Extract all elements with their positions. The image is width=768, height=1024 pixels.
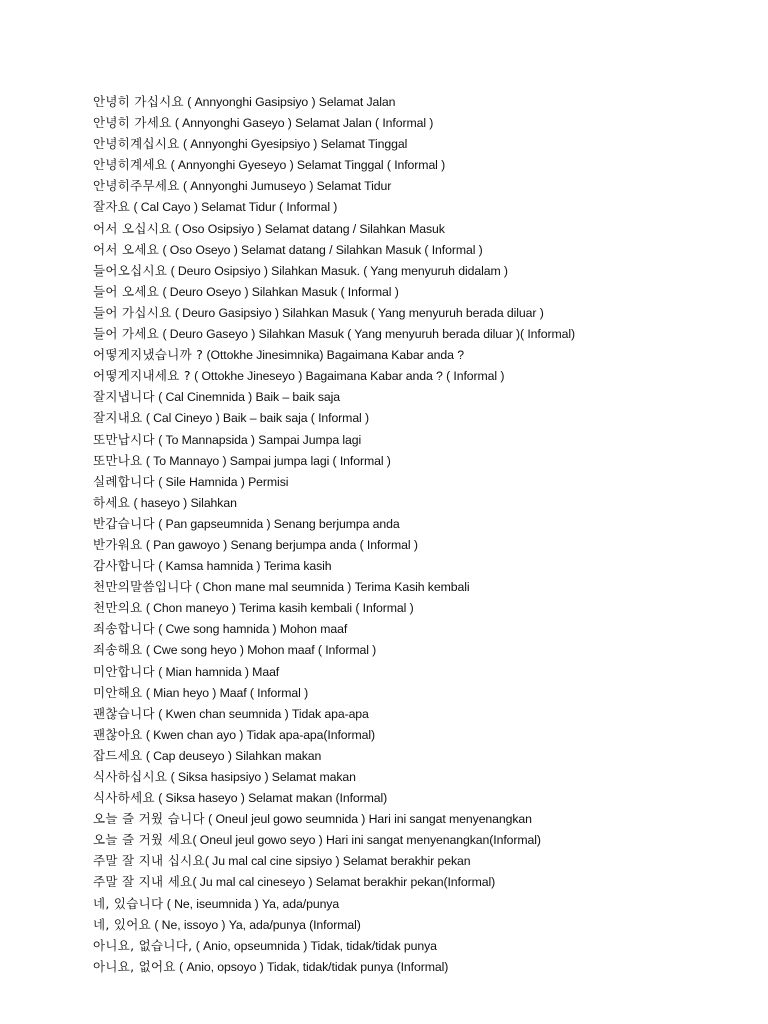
phrase-line: [93, 365, 753, 386]
romanization-and-meaning: ( Chon maneyo ) Terima kasih kembali ( Informal ): [142, 601, 414, 616]
korean-phrase: 어서 오십시요: [93, 220, 172, 236]
romanization-and-meaning: (Ottokhe Jinesimnika) Bagaimana Kabar anda ?: [203, 348, 464, 363]
korean-phrase: 실례합니다: [93, 473, 155, 489]
phrase-line: [93, 893, 753, 914]
phrase-line: [93, 808, 753, 829]
phrase-line: [93, 471, 753, 492]
phrase-line: [93, 281, 753, 302]
phrase-line: [93, 703, 753, 724]
korean-phrase: 죄송합니다: [93, 621, 155, 637]
phrase-line: [93, 829, 753, 850]
phrase-line: [93, 450, 753, 471]
korean-phrase: 안녕히계십시요: [93, 136, 180, 152]
romanization-and-meaning: ( Chon mane mal seumnida ) Terima Kasih kembali: [192, 580, 470, 595]
phrase-line: [93, 218, 753, 239]
romanization-and-meaning: ( Oso Oseyo ) Selamat datang / Silahkan Masuk ( Informal ): [159, 242, 483, 257]
romanization-and-meaning: ( Siksa hasipsiyo ) Selamat makan: [167, 770, 356, 784]
romanization-and-meaning: ( Pan gawoyo ) Senang berjumpa anda ( Informal ): [142, 537, 418, 552]
romanization-and-meaning: ( Cal Cinemnida ) Baik – baik saja: [154, 390, 341, 405]
korean-phrase: 천만의요: [93, 600, 143, 616]
romanization-and-meaning: ( Cal Cayo ) Selamat Tidur ( Informal ): [130, 200, 338, 215]
korean-phrase: 식사하세요: [93, 790, 155, 806]
romanization-and-meaning: ( Ju mal cal cineseyo ) Selamat berakhir pekan(Informal): [192, 875, 496, 890]
romanization-and-meaning: ( Pan gapseumnida ) Senang berjumpa anda: [154, 516, 400, 531]
phrase-line: [93, 639, 753, 660]
korean-phrase: 안녕히 가십시요: [93, 94, 184, 109]
phrase-line: [93, 724, 753, 745]
romanization-and-meaning: ( Ne, iseumnida ) Ya, ada/punya: [163, 896, 340, 911]
phrase-line: [93, 386, 753, 407]
korean-phrase: 반가워요: [93, 536, 143, 552]
romanization-and-meaning: ( Deuro Gasipsiyo ) Silahkan Masuk ( Yang menyuruh berada diluar ): [171, 305, 544, 320]
phrase-line: [93, 239, 753, 260]
korean-phrase: 안녕히주무세요: [93, 178, 180, 194]
korean-phrase: 하세요: [93, 494, 131, 510]
phrase-line: [93, 597, 753, 618]
romanization-and-meaning: ( Annyonghi Gyeseyo ) Selamat Tinggal ( Informal ): [167, 158, 446, 173]
phrase-line: [93, 871, 753, 892]
phrase-line: [93, 112, 753, 133]
romanization-and-meaning: ( Annyonghi Gaseyo ) Selamat Jalan ( Informal ): [171, 116, 434, 131]
romanization-and-meaning: ( Oneul jeul gowo seumnida ) Hari ini sangat menyenangkan: [204, 812, 532, 827]
romanization-and-meaning: ( Mian hamnida ) Maaf: [154, 664, 280, 679]
romanization-and-meaning: ( Deuro Oseyo ) Silahkan Masuk ( Informal ): [159, 284, 399, 299]
phrase-list: [93, 91, 753, 977]
romanization-and-meaning: ( To Mannayo ) Sampai jumpa lagi ( Informal ): [142, 453, 391, 468]
phrase-line: [93, 555, 753, 576]
phrase-line: [93, 344, 753, 365]
korean-phrase: 아니요, 없어요: [93, 958, 176, 974]
phrase-line: [93, 956, 753, 977]
phrase-line: [93, 766, 753, 787]
phrase-line: [93, 154, 753, 175]
romanization-and-meaning: ( Sile Hamnida ) Permisi: [154, 474, 289, 489]
korean-phrase: 안녕히계세요: [93, 157, 168, 173]
korean-phrase: 또만나요: [93, 452, 143, 468]
korean-phrase: 미안해요: [93, 684, 143, 700]
korean-phrase: 잘자요: [93, 199, 131, 215]
korean-phrase: 괜찮습니다: [93, 705, 155, 721]
korean-phrase: 천만의말씀입니다: [93, 579, 193, 595]
phrase-line: [93, 682, 753, 703]
korean-phrase: 감사합니다: [93, 558, 155, 574]
phrase-line: [93, 618, 753, 639]
romanization-and-meaning: ( Anio, opsoyo ) Tidak, tidak/tidak punya (Informal): [175, 959, 449, 974]
korean-phrase: 반갑습니다: [93, 515, 155, 531]
phrase-line: [93, 175, 753, 196]
phrase-line: [93, 492, 753, 513]
romanization-and-meaning: ( Cwe song heyo ) Mohon maaf ( Informal ): [142, 643, 377, 658]
romanization-and-meaning: ( Annyonghi Gasipsiyo ) Selamat Jalan: [183, 95, 396, 109]
korean-phrase: 주말 잘 지내 세요: [93, 874, 193, 890]
phrase-line: [93, 260, 753, 281]
romanization-and-meaning: ( Ottokhe Jineseyo ) Bagaimana Kabar anda ? ( Informal ): [190, 369, 505, 384]
phrase-line: [93, 302, 753, 323]
romanization-and-meaning: ( Oso Osipsiyo ) Selamat datang / Silahkan Masuk: [171, 221, 445, 236]
romanization-and-meaning: ( Anio, opseumnida ) Tidak, tidak/tidak punya: [192, 938, 437, 953]
romanization-and-meaning: ( Deuro Gaseyo ) Silahkan Masuk ( Yang menyuruh berada diluar )( Informal): [159, 327, 575, 342]
korean-phrase: 아니요, 없습니다,: [93, 937, 193, 953]
phrase-line: [93, 787, 753, 808]
phrase-line: [93, 133, 753, 154]
phrase-line: [93, 914, 753, 935]
phrase-line: [93, 661, 753, 682]
korean-phrase: 오늘 즐 거웠 세요: [93, 832, 193, 848]
phrase-line: [93, 513, 753, 534]
korean-phrase: 잡드세요: [93, 747, 143, 763]
korean-phrase: 잘지냅니다: [93, 389, 155, 405]
korean-phrase: 또만납시다: [93, 431, 155, 447]
romanization-and-meaning: ( Ne, issoyo ) Ya, ada/punya (Informal): [151, 917, 361, 932]
korean-phrase: 네, 있습니다: [93, 895, 164, 911]
romanization-and-meaning: ( Kwen chan ayo ) Tidak apa-apa(Informal): [142, 727, 376, 742]
romanization-and-meaning: ( Oneul jeul gowo seyo ) Hari ini sangat menyenangkan(Informal): [192, 833, 541, 848]
phrase-line: [93, 576, 753, 597]
romanization-and-meaning: ( Cap deuseyo ) Silahkan makan: [142, 748, 322, 763]
romanization-and-meaning: ( Ju mal cal cine sipsiyo ) Selamat berakhir pekan: [204, 854, 471, 869]
korean-phrase: 잘지내요: [93, 410, 143, 426]
phrase-line: [93, 534, 753, 555]
korean-phrase: 어떻게지냈습니까 ?: [93, 347, 204, 363]
korean-phrase: 죄송해요: [93, 642, 143, 658]
korean-phrase: 어서 오세요: [93, 241, 160, 257]
phrase-line: [93, 745, 753, 766]
korean-phrase: 들어 오세요: [93, 283, 160, 299]
korean-phrase: 오늘 즐 거웠 습니다: [93, 811, 205, 827]
romanization-and-meaning: ( Cwe song hamnida ) Mohon maaf: [154, 622, 348, 637]
romanization-and-meaning: ( Annyonghi Gyesipsiyo ) Selamat Tinggal: [179, 137, 408, 152]
romanization-and-meaning: ( haseyo ) Silahkan: [130, 495, 237, 510]
phrase-line: [93, 429, 753, 450]
romanization-and-meaning: ( Kamsa hamnida ) Terima kasih: [154, 559, 332, 574]
phrase-line: [93, 935, 753, 956]
korean-phrase: 괜찮아요: [93, 726, 143, 742]
romanization-and-meaning: ( Siksa haseyo ) Selamat makan (Informal): [154, 791, 388, 806]
romanization-and-meaning: ( Annyonghi Jumuseyo ) Selamat Tidur: [179, 179, 392, 194]
phrase-line: [93, 323, 753, 344]
romanization-and-meaning: ( Deuro Osipsiyo ) Silahkan Masuk. ( Yang menyuruh didalam ): [167, 263, 508, 278]
korean-phrase: 네, 있어요: [93, 916, 152, 932]
korean-phrase: 식사하십시요: [93, 769, 168, 784]
phrase-line: [93, 196, 753, 217]
romanization-and-meaning: ( Cal Cineyo ) Baik – baik saja ( Informal ): [142, 411, 370, 426]
phrase-line: [93, 91, 753, 112]
phrase-line: [93, 850, 753, 871]
korean-phrase: 어떻게지내세요 ?: [93, 368, 191, 384]
romanization-and-meaning: ( To Mannapsida ) Sampai Jumpa lagi: [154, 432, 362, 447]
korean-phrase: 들어 가세요: [93, 326, 160, 342]
korean-phrase: 미안합니다: [93, 663, 155, 679]
romanization-and-meaning: ( Kwen chan seumnida ) Tidak apa-apa: [154, 706, 369, 721]
romanization-and-meaning: ( Mian heyo ) Maaf ( Informal ): [142, 685, 309, 700]
phrase-line: [93, 407, 753, 428]
korean-phrase: 안녕히 가세요: [93, 115, 172, 131]
korean-phrase: 주말 잘 지내 십시요: [93, 853, 205, 869]
korean-phrase: 들어 가십시요: [93, 304, 172, 320]
korean-phrase: 들어오십시요: [93, 262, 168, 278]
